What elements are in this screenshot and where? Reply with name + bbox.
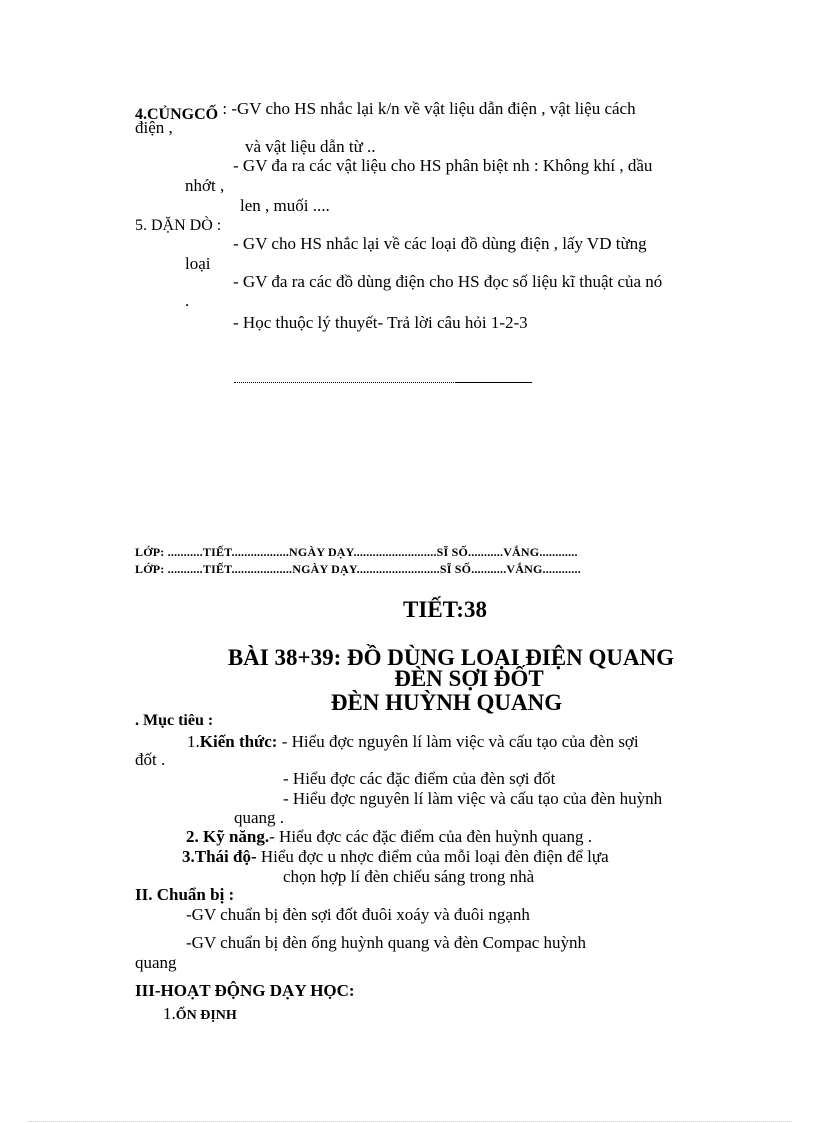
lesson-title-line2: ĐÈN SỢI ĐỐT	[394, 666, 544, 691]
page-bottom-divider	[28, 1121, 792, 1122]
objectives-skills	[186, 828, 592, 846]
section5-colon: :	[216, 217, 222, 234]
section5-text-1: - GV cho HS nhắc lại về các loại đồ dùng điện , lấy VD từng	[233, 234, 647, 253]
attitude-text: Hiểu đợc u nhợc điểm của mỗi loại đèn điện để lựa	[256, 847, 609, 866]
section5-wrap-1: loại	[185, 254, 211, 273]
knowledge-number: 1.	[187, 732, 200, 751]
objectives-attitude	[182, 848, 609, 866]
class-header-row-1: LỚP: ...........TIẾT..................NGÀY DẠY..........................SĨ SỐ...........VẮNG............	[135, 545, 578, 559]
activities-item-1-number: 1.	[163, 1004, 176, 1023]
knowledge-label: Kiến thức:	[199, 732, 278, 751]
section4-label: 4.CỦNGCỐ	[135, 106, 219, 123]
knowledge-item-3: - Hiểu đợc nguyên lí làm việc và cấu tạo của đèn huỳnh	[283, 789, 663, 808]
attitude-label: 3.Thái độ-	[182, 847, 257, 866]
section4-wrap-3: nhớt ,	[185, 176, 225, 195]
section5-text-2: - GV đa ra các đồ dùng điện cho HS đọc số liệu kĩ thuật của nó	[233, 272, 663, 291]
activities-item-1	[163, 1005, 237, 1024]
section5-label: 5. DẶN DÒ	[135, 217, 213, 234]
separator-solid	[455, 382, 532, 383]
preparation-line-2: -GV chuẩn bị đèn ống huỳnh quang và đèn Compac huỳnh	[186, 933, 587, 952]
knowledge-wrap: đốt .	[135, 750, 166, 769]
section4-text-3: - GV đa ra các vật liệu cho HS phân biệt nh : Không khí , dầu	[233, 156, 653, 175]
lesson-title-line3: ĐÈN HUỲNH QUANG	[330, 690, 563, 715]
section4-text-2: và vật liệu dẫn từ ..	[245, 137, 376, 156]
lesson-period: TIẾT:38	[403, 597, 487, 622]
activities-heading: III-HOẠT ĐỘNG DẠY HỌC:	[135, 981, 355, 1000]
knowledge-item-3-wrap: quang .	[234, 808, 285, 827]
skills-label: 2. Kỹ năng.	[186, 827, 270, 846]
lesson-title-line1: BÀI 38+39: ĐỒ DÙNG LOẠI ĐIỆN QUANG	[227, 645, 675, 670]
objectives-knowledge	[187, 733, 639, 751]
section4-line1	[135, 99, 636, 123]
section4-text-1: : -GV cho HS nhắc lại k/n về vật liệu dẫn điện , vật liệu cách	[222, 99, 636, 118]
attitude-wrap: chọn hợp lí đèn chiếu sáng trong nhà	[283, 867, 535, 886]
class-header-row-2: LỚP: ...........TIẾT...................NGÀY DẠY..........................SĨ SỐ...........VẮNG............	[135, 562, 581, 576]
section4-text-4: len , muối ....	[240, 196, 330, 215]
section5-text-3: - Học thuộc lý thuyết- Trả lời câu hỏi 1-2-3	[233, 313, 528, 332]
preparation-line-2-wrap: quang	[135, 953, 177, 972]
section5-wrap-2: .	[185, 291, 190, 310]
knowledge-text: - Hiểu đợc nguyên lí làm việc và cấu tạo của đèn sợi	[277, 732, 639, 751]
objectives-heading: . Mục tiêu :	[135, 712, 214, 729]
section5-heading	[135, 217, 221, 234]
skills-text: - Hiểu đợc các đặc điểm của đèn huỳnh quang .	[269, 827, 593, 846]
knowledge-item-2: - Hiểu đợc các đặc điểm của đèn sợi đốt	[283, 769, 556, 788]
activities-item-1-label: ỔN ĐỊNH	[175, 1008, 237, 1023]
preparation-line-1: -GV chuẩn bị đèn sợi đốt đuôi xoáy và đuôi ngạnh	[186, 905, 530, 924]
section4-wrap-1: điện ,	[135, 118, 173, 137]
preparation-heading: II. Chuẩn bị :	[135, 885, 235, 904]
